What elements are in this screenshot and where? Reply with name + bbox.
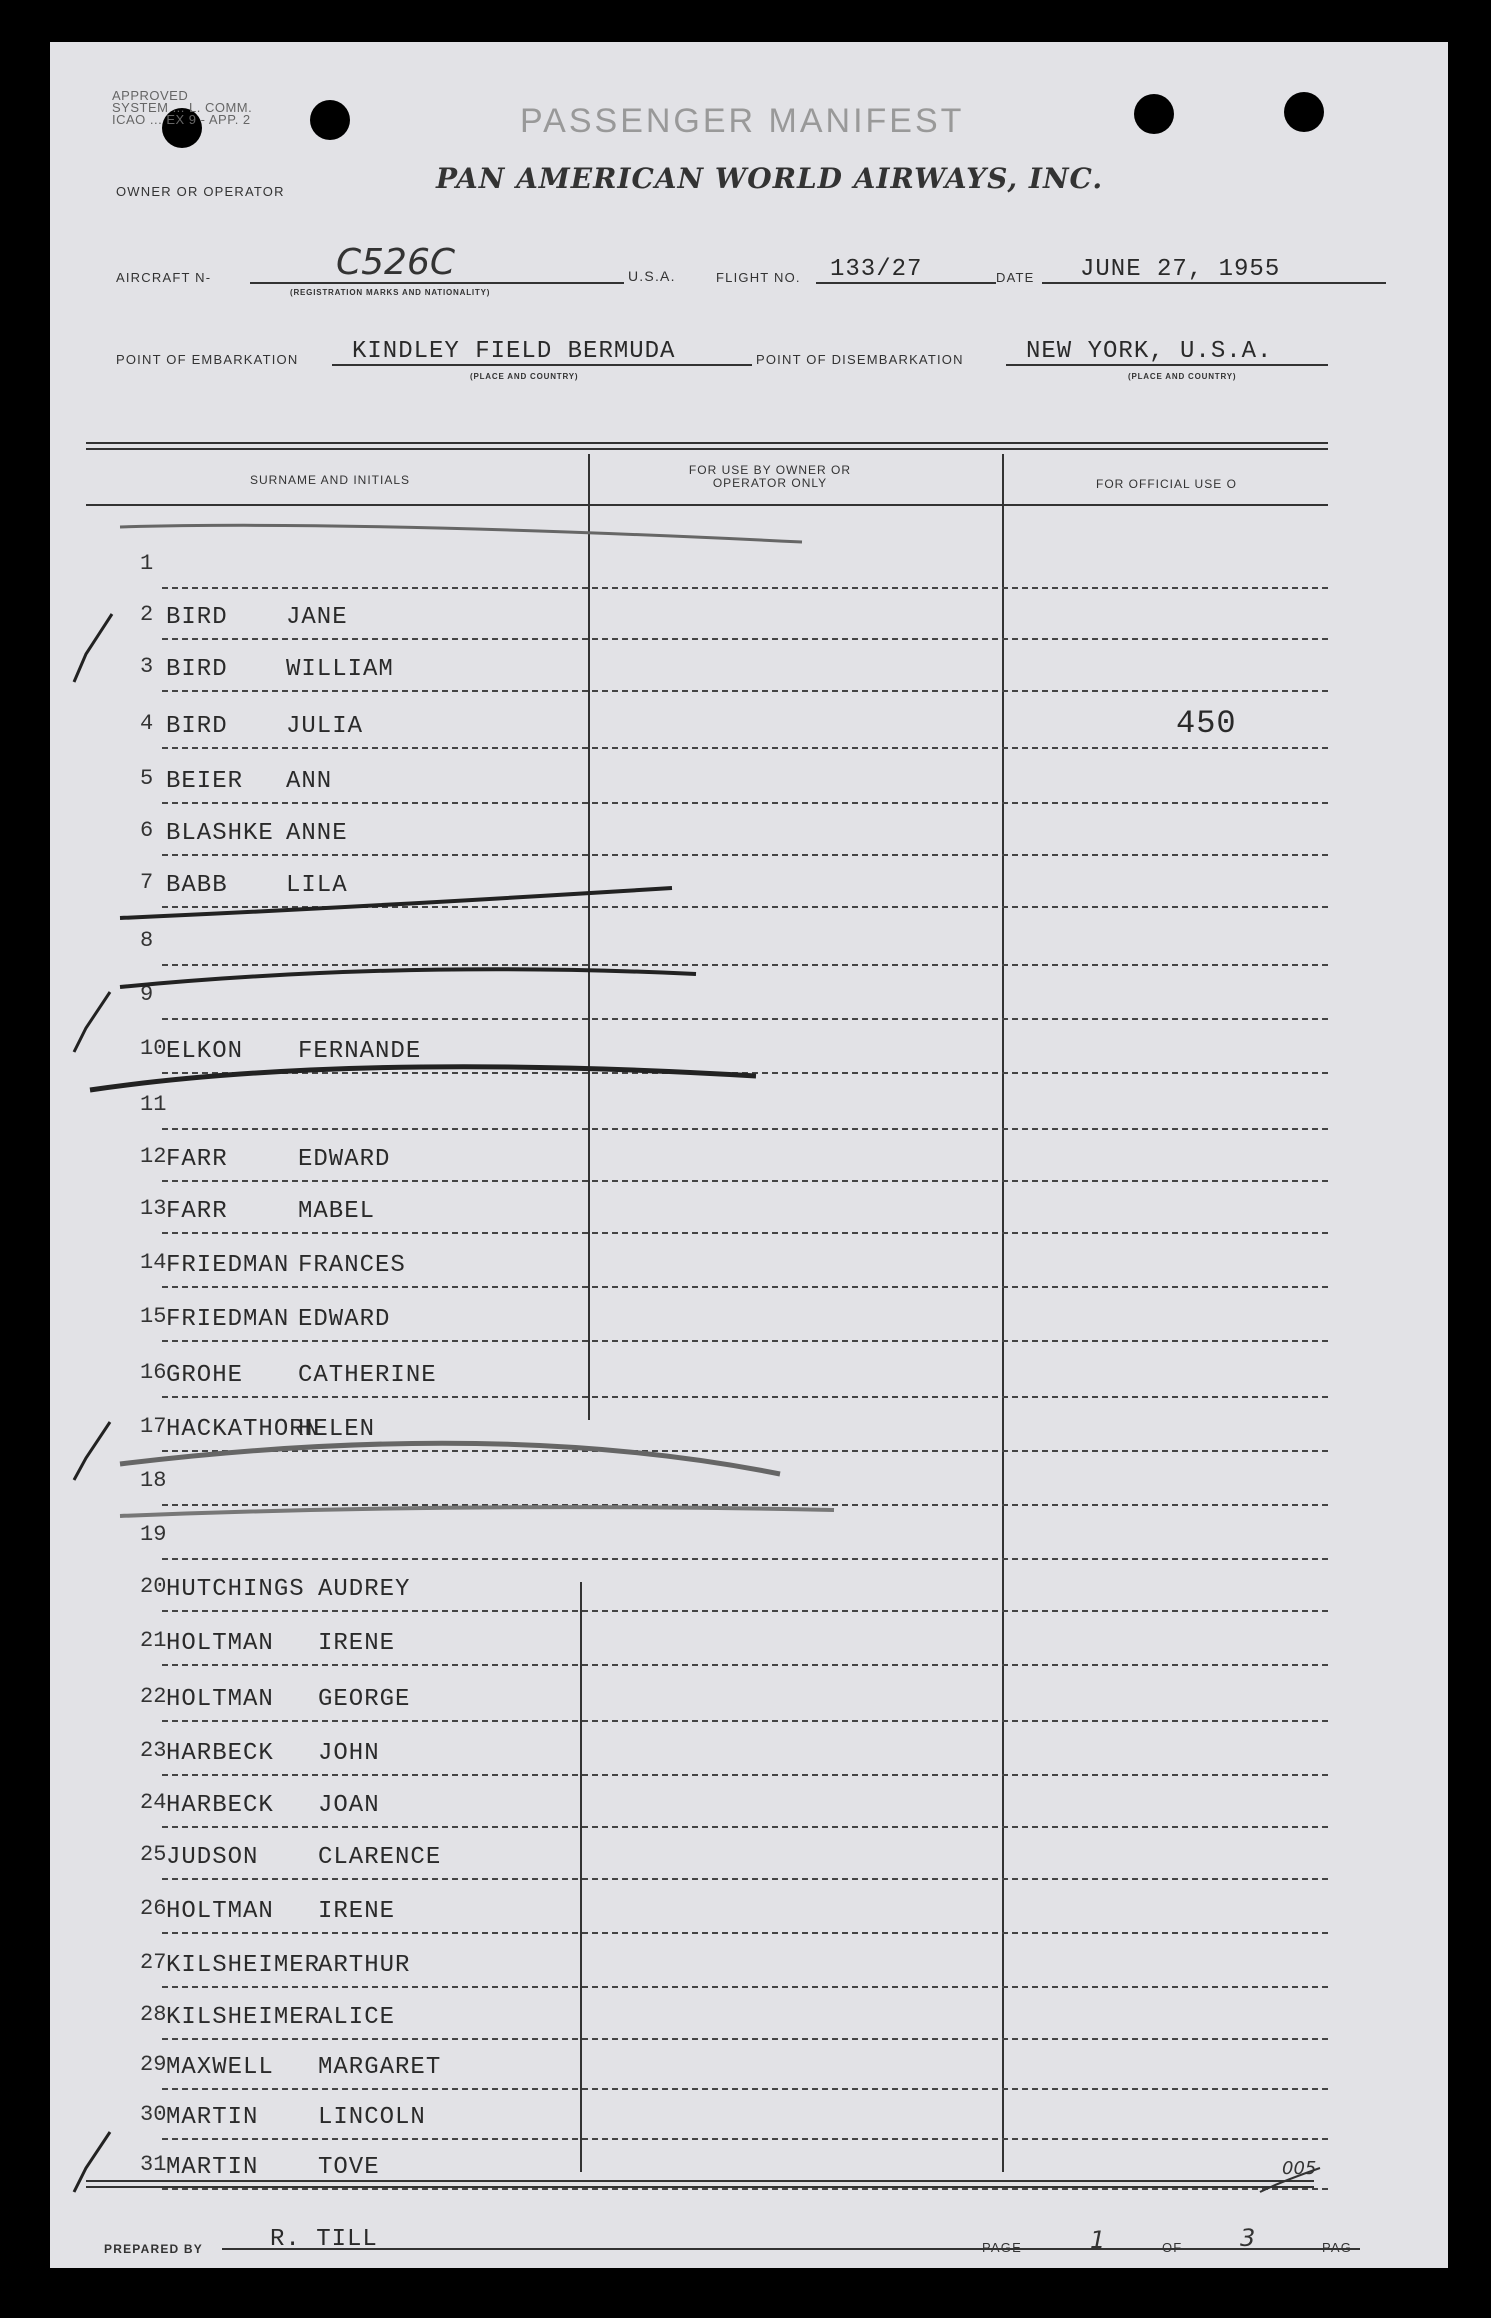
flight-value: 133/27 (830, 256, 923, 283)
official-use-column-header: FOR OFFICIAL USE O (1096, 477, 1237, 491)
passenger-given-name: HELEN (298, 1416, 376, 1443)
flight-label: FLIGHT NO. (716, 270, 801, 285)
strike-mark (90, 1067, 756, 1090)
disembark-value: NEW YORK, U.S.A. (1026, 338, 1273, 365)
row-number: 9 (140, 982, 154, 1007)
row-number: 18 (140, 1468, 167, 1493)
row-number: 30 (140, 2102, 167, 2127)
of-label: OF (1162, 2240, 1183, 2255)
row-number: 8 (140, 928, 154, 953)
row-number: 2 (140, 602, 154, 627)
registration-note: (REGISTRATION MARKS AND NATIONALITY) (290, 288, 491, 297)
row-number: 10 (140, 1036, 167, 1061)
passenger-surname: FRIEDMAN (166, 1306, 290, 1333)
passenger-given-name: JANE (286, 604, 348, 631)
passenger-given-name: AUDREY (318, 1576, 411, 1603)
row-number: 14 (140, 1250, 167, 1275)
passenger-surname: MARTIN (166, 2104, 259, 2131)
passenger-surname: HUTCHINGS (166, 1576, 305, 1603)
check-mark (74, 614, 112, 682)
passenger-given-name: CLARENCE (318, 1844, 442, 1871)
passenger-surname: FARR (166, 1146, 228, 1173)
check-mark (74, 1422, 110, 1480)
row-number: 24 (140, 1790, 167, 1815)
passenger-surname: JUDSON (166, 1844, 259, 1871)
row-number: 28 (140, 2002, 167, 2027)
row-number: 19 (140, 1522, 167, 1547)
passenger-given-name: IRENE (318, 1630, 396, 1657)
row-number: 12 (140, 1144, 167, 1169)
check-mark (74, 2132, 110, 2192)
official-note: 450 (1176, 705, 1237, 742)
operator-name: PAN AMERICAN WORLD AIRWAYS, INC. (436, 162, 1104, 195)
passenger-given-name: GEORGE (318, 1686, 411, 1713)
passenger-given-name: EDWARD (298, 1306, 391, 1333)
page-label: PAGE (982, 2240, 1022, 2255)
pag-label: PAG (1322, 2240, 1353, 2255)
embark-value: KINDLEY FIELD BERMUDA (352, 338, 676, 365)
passenger-surname: BIRD (166, 656, 228, 683)
strike-mark (120, 1443, 780, 1474)
passenger-given-name: ALICE (318, 2004, 396, 2031)
strike-mark (120, 969, 696, 987)
disembark-note: (PLACE AND COUNTRY) (1128, 372, 1237, 381)
underline (1030, 2248, 1210, 2250)
disembark-label: POINT OF DISEMBARKATION (756, 352, 964, 367)
passenger-surname: HARBECK (166, 1792, 274, 1819)
passenger-given-name: MARGARET (318, 2054, 442, 2081)
page-value: 1 (1090, 2226, 1106, 2254)
strike-through-marks (50, 42, 1448, 2268)
row-number: 6 (140, 818, 154, 843)
row-number: 7 (140, 870, 154, 895)
row-number: 26 (140, 1896, 167, 1921)
passenger-surname: KILSHEIMER (166, 1952, 321, 1979)
passenger-surname: HOLTMAN (166, 1898, 274, 1925)
passenger-surname: BEIER (166, 768, 244, 795)
passenger-surname: BIRD (166, 604, 228, 631)
row-number: 15 (140, 1304, 167, 1329)
passenger-given-name: CATHERINE (298, 1362, 437, 1389)
passenger-surname: ELKON (166, 1038, 244, 1065)
passenger-surname: FARR (166, 1198, 228, 1225)
row-number: 31 (140, 2152, 167, 2177)
date-label: DATE (996, 270, 1035, 285)
passenger-surname: KILSHEIMER (166, 2004, 321, 2031)
row-number: 16 (140, 1360, 167, 1385)
passenger-given-name: TOVE (318, 2154, 380, 2181)
row-number: 4 (140, 711, 154, 736)
table-bottom-rule (86, 2180, 1314, 2182)
row-number: 22 (140, 1684, 167, 1709)
row-number: 11 (140, 1092, 167, 1117)
row-number: 23 (140, 1738, 167, 1763)
passenger-surname: BABB (166, 872, 228, 899)
row-number: 21 (140, 1628, 167, 1653)
page-title: PASSENGER MANIFEST (520, 102, 965, 140)
row-number: 27 (140, 1950, 167, 1975)
surname-column-header: SURNAME AND INITIALS (249, 473, 411, 487)
passenger-surname: FRIEDMAN (166, 1252, 290, 1279)
passenger-surname: MAXWELL (166, 2054, 274, 2081)
passenger-given-name: FERNANDE (298, 1038, 422, 1065)
passenger-given-name: JOAN (318, 1792, 380, 1819)
row-number: 25 (140, 1842, 167, 1867)
owner-label: OWNER OR OPERATOR (116, 184, 285, 199)
passenger-surname: HACKATHORN (166, 1416, 321, 1443)
passenger-surname: HARBECK (166, 1740, 274, 1767)
passenger-surname: GROHE (166, 1362, 244, 1389)
passenger-given-name: ANN (286, 768, 333, 795)
passenger-given-name: ANNE (286, 820, 348, 847)
row-number: 1 (140, 551, 154, 576)
aircraft-value: C526C (336, 242, 455, 283)
passenger-given-name: MABEL (298, 1198, 376, 1225)
manifest-sheet (50, 42, 1448, 2268)
row-number: 17 (140, 1414, 167, 1439)
strike-mark (120, 888, 672, 918)
prepared-by-label: PREPARED BY (104, 2242, 203, 2256)
passenger-surname: BIRD (166, 713, 228, 740)
strike-mark (120, 1507, 834, 1516)
aircraft-label: AIRCRAFT N- (116, 270, 212, 285)
embark-label: POINT OF EMBARKATION (116, 352, 299, 367)
table-bottom-rule (86, 2186, 1314, 2188)
owner-use-column-header: FOR USE BY OWNER OR OPERATOR ONLY (688, 463, 852, 490)
margin-note: 005 (1282, 2158, 1317, 2179)
passenger-given-name: WILLIAM (286, 656, 394, 683)
passenger-given-name: FRANCES (298, 1252, 406, 1279)
passenger-given-name: ARTHUR (318, 1952, 411, 1979)
passenger-given-name: JULIA (286, 713, 364, 740)
row-number: 13 (140, 1196, 167, 1221)
embark-note: (PLACE AND COUNTRY) (470, 372, 579, 381)
check-mark (74, 992, 110, 1052)
passenger-surname: MARTIN (166, 2154, 259, 2181)
passenger-surname: HOLTMAN (166, 1630, 274, 1657)
underline (222, 2248, 1032, 2250)
passenger-given-name: LINCOLN (318, 2104, 426, 2131)
stamp-line: APPROVED (112, 88, 189, 103)
usa-label: U.S.A. (628, 268, 676, 284)
row-number: 29 (140, 2052, 167, 2077)
strike-mark (120, 525, 802, 542)
passenger-given-name: LILA (286, 872, 348, 899)
passenger-given-name: EDWARD (298, 1146, 391, 1173)
date-value: JUNE 27, 1955 (1080, 256, 1281, 283)
of-value: 3 (1240, 2224, 1256, 2252)
row-number: 5 (140, 766, 154, 791)
passenger-given-name: IRENE (318, 1898, 396, 1925)
stamp-line: SYSTEM ... L. COMM. (112, 100, 253, 115)
passenger-surname: BLASHKE (166, 820, 274, 847)
row-number: 3 (140, 654, 154, 679)
passenger-given-name: JOHN (318, 1740, 380, 1767)
stamp-line: ICAO ... EX 9 - APP. 2 (112, 112, 251, 127)
row-number: 20 (140, 1574, 167, 1599)
passenger-surname: HOLTMAN (166, 1686, 274, 1713)
prepared-by-value: R. TILL (270, 2226, 378, 2253)
